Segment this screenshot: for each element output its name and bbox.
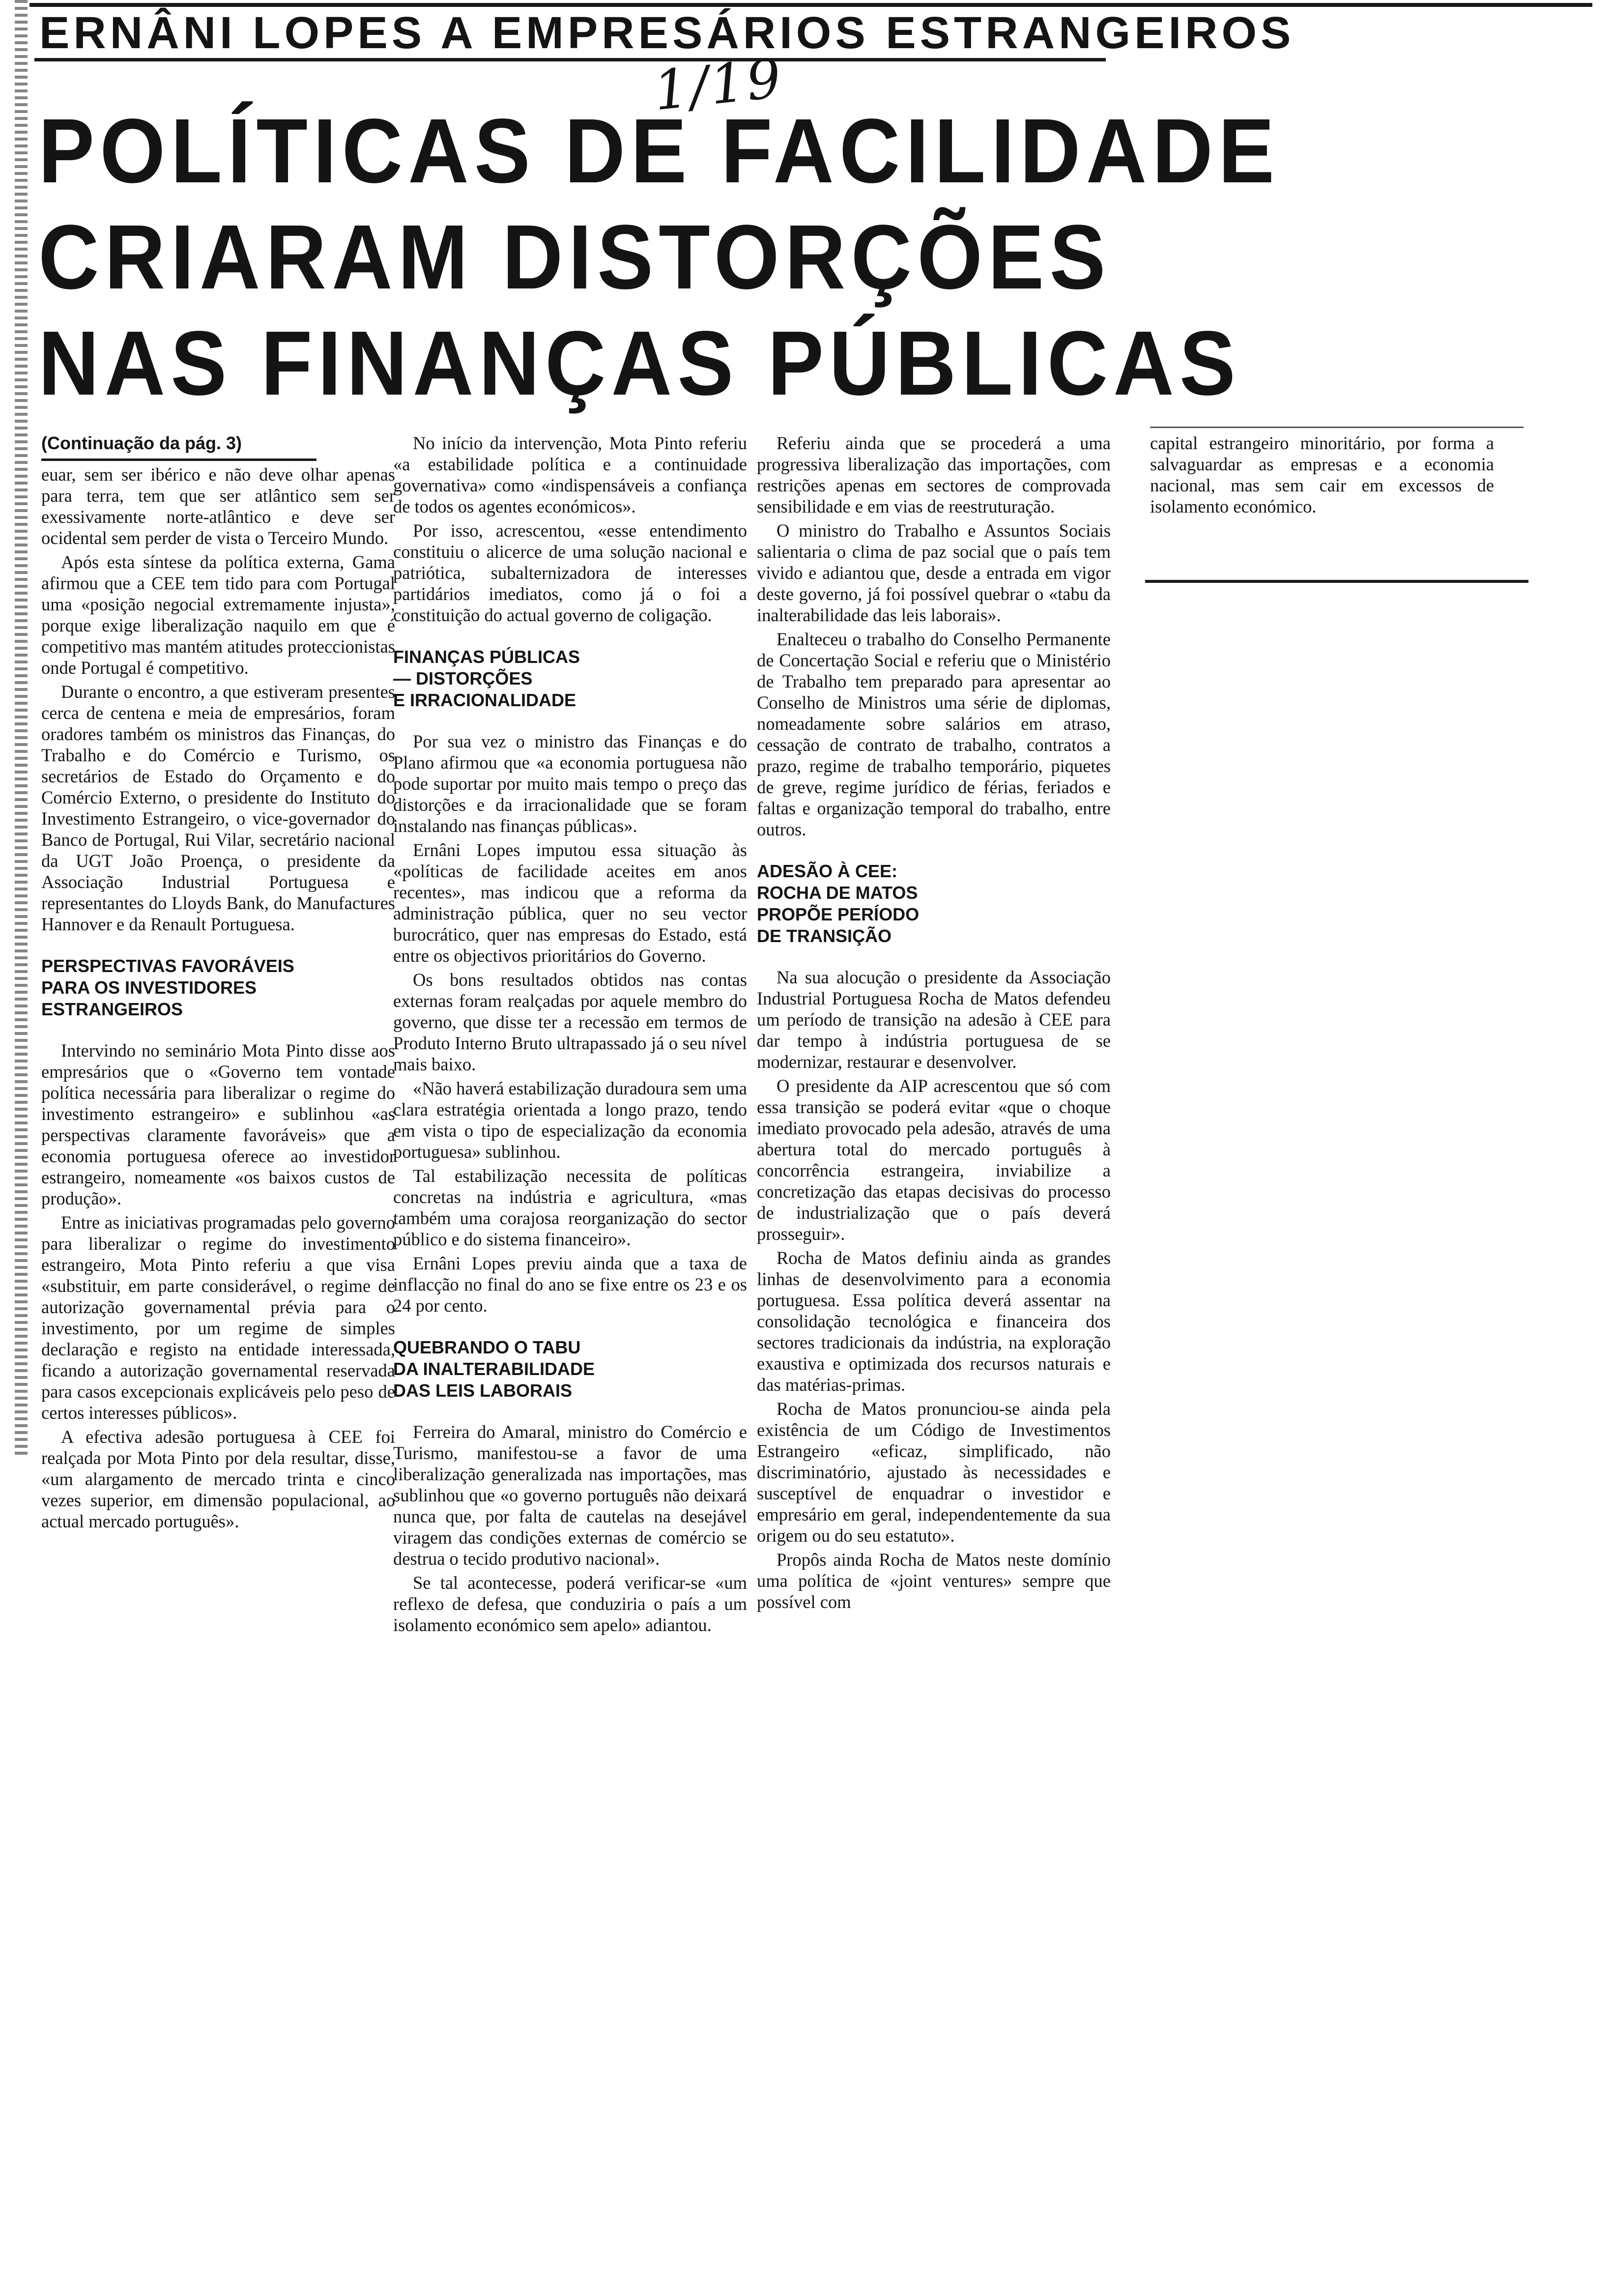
subheading: FINANÇAS PÚBLICAS — DISTORÇÕES E IRRACIONALIDADE (393, 647, 580, 710)
continuation-note: (Continuação da pág. 3) (41, 432, 317, 461)
article-column-3 (757, 432, 1111, 1615)
subheading: PERSPECTIVAS FAVORÁVEIS PARA OS INVESTIDORES ESTRANGEIROS (41, 956, 294, 1019)
paragraph: Referiu ainda que se procederá a uma progressiva liberalização das importações, com restrições apenas em sectores de comprovada sensibilidade e em vias de reestruturação. (757, 433, 1111, 517)
paragraph: Se tal acontecesse, poderá verificar-se «um reflexo de defesa, que conduziria o país a um isolamento económico sem apelo» adiantou. (393, 1573, 747, 1635)
paragraph: Na sua alocução o presidente da Associação Industrial Portuguesa Rocha de Matos defendeu um período de transição na adesão à CEE para dar tempo à indústria portuguesa de se modernizar, restaurar e desenvolver. (757, 967, 1111, 1072)
paragraph: Intervindo no seminário Mota Pinto disse aos empresários que o «Governo tem vontade política necessária para liberalizar o regime do investimento estrangeiro» e sublinhou «as perspectivas claramente favoráveis» que a economia portuguesa oferece ao investidor estrangeiro, nomeamente «os baixos custos de produção». (41, 1040, 395, 1208)
paragraph: Enalteceu o trabalho do Conselho Permanente de Concertação Social e referiu que o Ministério de Trabalho tem preparado para apresentar ao Conselho de Ministros uma série de diplomas, nomeadamente sobre salários em atraso, cessação de contrato de trabalho, contratos a prazo, regime de trabalho temporário, piquetes de greve, regime jurídico de férias, feriados e faltas e organização temporal do trabalho, entre outros. (757, 629, 1111, 839)
paragraph: Durante o encontro, a que estiveram presentes cerca de centena e meia de empresários, foram oradores também os ministros das Finanças, do Trabalho e do Comércio e Turismo, os secretários de Estado do Orçamento e do Comércio Externo, o presidente do Instituto do Investimento Estrangeiro, o vice-governador do Banco de Portugal, Rui Vilar, secretário nacional da UGT João Proença, o presidente da Associação Industrial Portuguesa e representantes do Lloyds Bank, do Manufactures Hannover e da Renault Portuguesa. (41, 682, 395, 934)
article-column-4 (1150, 432, 1494, 520)
paragraph: euar, sem ser ibérico e não deve olhar apenas para terra, tem que ser atlântico sem ser exessivamente norte-atlântico e deve ser ocidental sem perder de vista o Terceiro Mundo. (41, 464, 395, 548)
headline-line: NAS FINANÇAS PÚBLICAS (38, 313, 1241, 414)
paragraph: No início da intervenção, Mota Pinto referiu «a estabilidade política e a continuidade governativa» como «indispensáveis a confiança de todos os agentes económicos». (393, 433, 747, 517)
headline (38, 98, 1280, 417)
column-4-bottom-rule (1145, 580, 1528, 583)
subheading: ADESÃO À CEE: ROCHA DE MATOS PROPÕE PERÍODO DE TRANSIÇÃO (757, 861, 920, 946)
headline-line: CRIARAM DISTORÇÕES (38, 206, 1111, 308)
article-column-1 (41, 432, 395, 1535)
column-4-top-rule (1150, 427, 1524, 428)
paragraph: Rocha de Matos definiu ainda as grandes linhas de desenvolvimento para a economia portuguesa. Essa política deverá assentar na consolidação tecnológica e financeira dos sectores tradicionais da indústria, na exploração exaustiva e optimizada dos recursos naturais e das matérias-primas. (757, 1248, 1111, 1395)
subheading: QUEBRANDO O TABU DA INALTERABILIDADE DAS LEIS LABORAIS (393, 1337, 595, 1401)
paragraph: Após esta síntese da política externa, Gama afirmou que a CEE tem tido para com Portugal uma «posição negocial extremamente injusta», porque exige liberalização naquilo em que é competitivo mas mantém atitudes proteccionistas onde Portugal é competitivo. (41, 552, 395, 678)
paragraph: O presidente da AIP acrescentou que só com essa transição se poderá evitar «que o choque imediato provocado pela adesão, através de uma abertura total do mercado português à concorrência estrangeira, inviabilize a concretização das etapas decisivas do processo de industrialização que o país deverá prosseguir». (757, 1076, 1111, 1244)
paragraph: Ferreira do Amaral, ministro do Comércio e Turismo, manifestou-se a favor de uma liberalização generalizada nas importações, mas sublinhou que «o governo português não deixará nunca que, por falta de cautelas na desejável viragem das condições externas de comércio se destrua o tecido produtivo nacional». (393, 1422, 747, 1569)
kicker-rule (34, 58, 1106, 61)
paragraph: Entre as iniciativas programadas pelo governo para liberalizar o regime do investimento estrangeiro, Mota Pinto referiu a que visa «substituir, em parte considerável, o regime de autorização governamental prévia para o investimento, por um regime de simples declaração e registo na entidade interessada, ficando a autorização governamental reservada para casos excepcionais explicáveis pelo peso de certos interesses públicos». (41, 1212, 395, 1423)
paragraph: Ernâni Lopes previu ainda que a taxa de inflacção no final do ano se fixe entre os 23 e os 24 por cento. (393, 1253, 747, 1316)
paragraph: «Não haverá estabilização duradoura sem uma clara estratégia orientada a longo prazo, tendo em vista o tipo de especialização da economia portuguesa» sublinhou. (393, 1078, 748, 1162)
kicker: ERNÂNI LOPES A EMPRESÁRIOS ESTRANGEIROS (39, 8, 1295, 58)
paragraph: Ernâni Lopes imputou essa situação às «políticas de facilidade aceites em anos recentes», mas indicou que a reforma da administração pública, quer no seu vector burocrático, quer nas empresas do Estado, está entre os objectivos prioritários do Governo. (393, 840, 747, 966)
paragraph: Tal estabilização necessita de políticas concretas na indústria e agricultura, «mas também uma corajosa reorganização do sector público e do sistema financeiro». (393, 1166, 747, 1249)
paragraph: Propôs ainda Rocha de Matos neste domínio uma política de «joint ventures» sempre que possível com (757, 1550, 1111, 1612)
paragraph: O ministro do Trabalho e Assuntos Sociais salientaria o clima de paz social que o país tem vivido e adiantou que, desde a entrada em vigor deste governo, já foi possível quebrar o «tabu da inalterabilidade das leis laborais». (757, 520, 1111, 625)
paragraph: Por isso, acrescentou, «esse entendimento constituiu o alicerce de uma solução nacional e patriótica, subalternizadora de interesses partidários imediatos, como já o foi a constituição do actual governo de coligação. (393, 520, 747, 625)
article-column-2 (393, 432, 747, 1638)
paragraph: capital estrangeiro minoritário, por forma a salvaguardar as empresas e a economia nacional, mas sem cair em excessos de isolamento económico. (1150, 433, 1494, 517)
handwritten-page-note: 1/19 (651, 46, 786, 123)
paragraph: Rocha de Matos pronunciou-se ainda pela existência de um Código de Investimentos Estrangeiro «eficaz, simplificado, não discriminatório, ajustado às necessidades e susceptível de enquadrar o investidor e empresário em geral, independentemente da sua origem ou do seu estatuto». (757, 1399, 1111, 1546)
paragraph: Os bons resultados obtidos nas contas externas foram realçadas por aquele membro do governo, que disse ter a recessão em termos de Produto Interno Bruto ultrapassado já o seu nível mais baixo. (393, 970, 747, 1074)
headline-line: POLÍTICAS DE FACILIDADE (38, 100, 1280, 202)
paragraph: A efectiva adesão portuguesa à CEE foi realçada por Mota Pinto por dela resultar, disse, «um alargamento de mercado trinta e cinco vezes superior, em dimensão populacional, ao actual mercado português». (41, 1427, 395, 1531)
paragraph: Por sua vez o ministro das Finanças e do Plano afirmou que «a economia portuguesa não pode suportar por muito mais tempo o preço das distorções e da irracionalidade que se foram instalando nas finanças públicas». (393, 731, 747, 836)
scan-edge-shadow (15, 0, 28, 1455)
